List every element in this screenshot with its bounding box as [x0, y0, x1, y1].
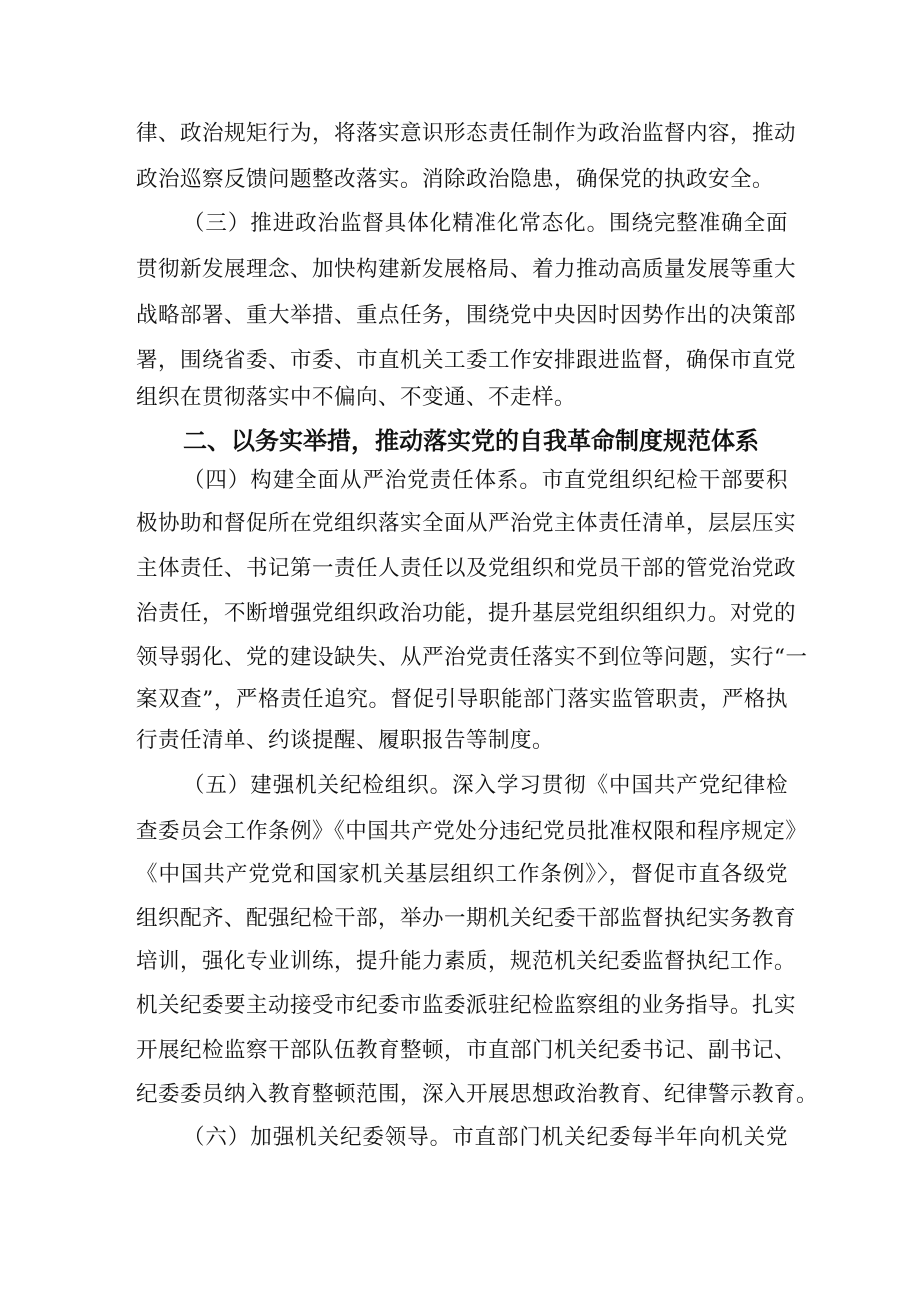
body-line: 极协助和督促所在党组织落实全面从严治党主体责任清单，层层压实 [136, 511, 797, 536]
body-line: 政治巡察反馈问题整改落实。消除政治隐患，确保党的执政安全。 [136, 167, 775, 192]
body-line: 战略部署、重大举措、重点任务，围绕党中央因时因势作出的决策部 [136, 303, 797, 328]
body-line: 治责任，不断增强党组织政治功能，提升基层党组织组织力。对党的 [136, 601, 797, 626]
paragraph-start-line: （三）推进政治监督具体化精准化常态化。围绕完整准确全面 [183, 211, 788, 236]
body-line: 培训，强化专业训练，提升能力素质，规范机关纪委监督执纪工作。 [136, 949, 797, 974]
body-line: 署，围绕省委、市委、市直机关工委工作安排跟进监督，确保市直党 [136, 348, 797, 373]
body-line: 机关纪委要主动接受市纪委市监委派驻纪检监察组的业务指导。扎实 [136, 993, 797, 1018]
section-heading: 二、以务实举措，推动落实党的自我革命制度规范体系 [183, 427, 759, 455]
body-line: 案双查”，严格责任追究。督促引导职能部门落实监管职责，严格执 [136, 687, 788, 712]
body-line: 《中国共产党党和国家机关基层组织工作条例》〉，督促市直各级党 [136, 862, 788, 887]
body-line: 主体责任、书记第一责任人责任以及党组织和党员干部的管党治党政 [136, 556, 797, 581]
body-line: 查委员会工作条例》《中国共产党处分违纪党员批准权限和程序规定》 [136, 819, 808, 844]
paragraph-start-line: （四）构建全面从严治党责任体系。市直党组织纪检干部要积 [183, 468, 788, 493]
body-line: 行责任清单、约谈提醒、履职报告等制度。 [136, 728, 555, 753]
paragraph-start-line: （五）建强机关纪检组织。深入学习贯彻《中国共产党纪律检 [183, 773, 788, 798]
body-line: 律、政治规矩行为，将落实意识形态责任制作为政治监督内容，推动 [136, 121, 797, 146]
body-line: 组织配齐、配强纪检干部，举办一期机关纪委干部监督执纪实务教育 [136, 906, 797, 931]
body-line: 开展纪检监察干部队伍教育整顿，市直部门机关纪委书记、副书记、 [136, 1038, 797, 1063]
body-line: 贯彻新发展理念、加快构建新发展格局、着力推动高质量发展等重大 [136, 257, 797, 282]
paragraph-start-line: （六）加强机关纪委领导。市直部门机关纪委每半年向机关党 [183, 1125, 788, 1150]
body-line: 领导弱化、党的建设缺失、从严治党责任落实不到位等问题，实行“一 [136, 645, 808, 670]
body-line: 组织在贯彻落实中不偏向、不变通、不走样。 [136, 385, 577, 410]
body-line: 纪委委员纳入教育整顿范围，深入开展思想政治教育、纪律警示教育。 [136, 1082, 819, 1107]
